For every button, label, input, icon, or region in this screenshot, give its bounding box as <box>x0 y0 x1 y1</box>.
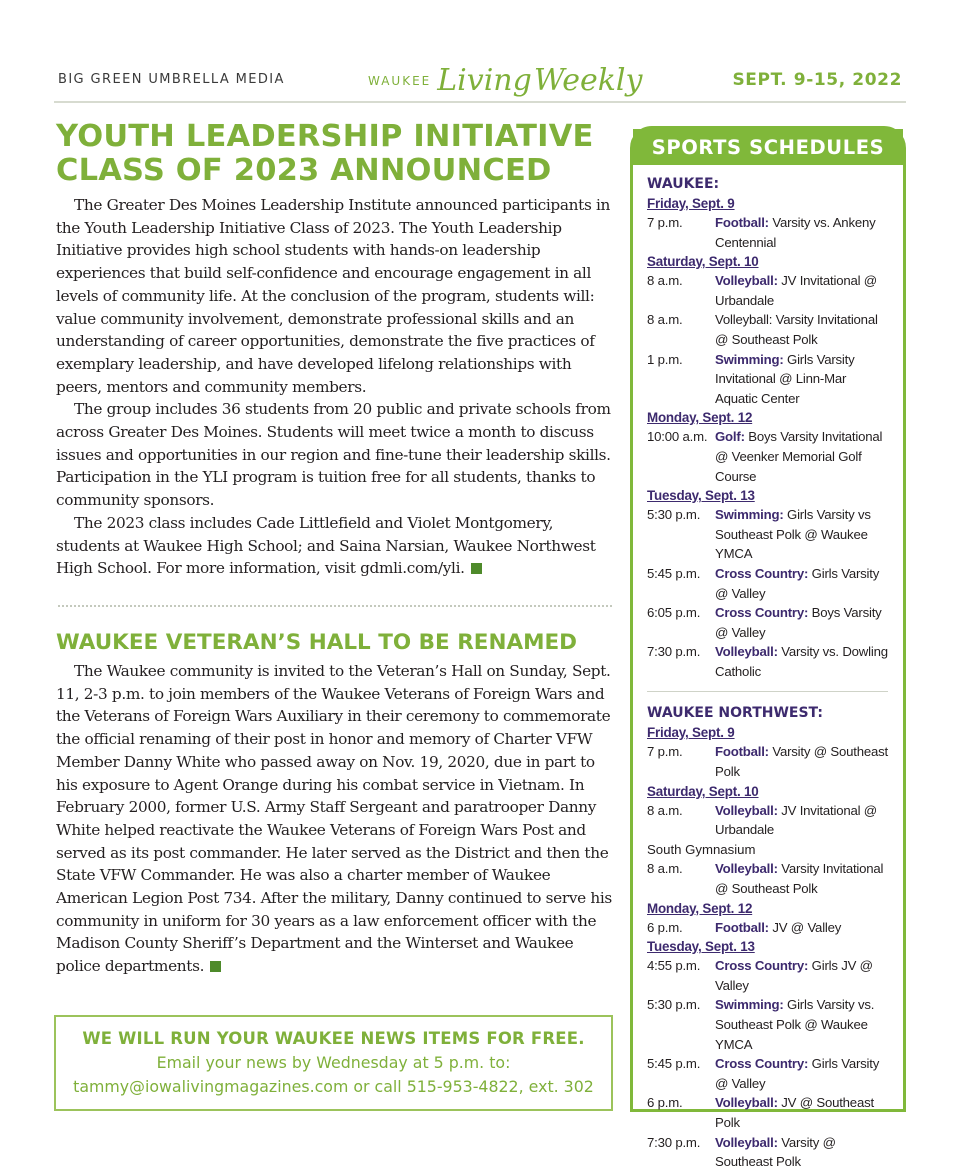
schedule-event <box>647 213 888 252</box>
event-sport: Football: <box>715 215 769 230</box>
sports-schedules-panel <box>630 126 906 1170</box>
event-detail: JV @ Valley <box>768 919 842 935</box>
event-description <box>715 995 888 1054</box>
team-heading: WAUKEE: <box>647 176 720 192</box>
header-divider <box>54 101 906 103</box>
article-body <box>56 194 612 580</box>
event-detail: JV Invitational @ Urbandale <box>715 802 877 838</box>
schedule-event <box>647 956 888 995</box>
event-detail: Girls Varsity @ Valley <box>715 1056 880 1091</box>
event-sport: Volleyball: <box>715 1095 778 1111</box>
article-body <box>56 660 612 978</box>
event-detail: JV Invitational @ Urbandale <box>715 273 877 308</box>
schedule-event <box>647 350 888 409</box>
event-description <box>715 505 888 564</box>
schedule-body <box>633 165 903 1172</box>
paragraph-text: The 2023 class includes Cade Littlefield and Violet Montgomery, students at Waukee High School; and Saina Narsian, Waukee Northwest High School. For more information, visit gdmli.com/yli. <box>56 513 596 578</box>
event-time: 8 a.m. <box>647 273 683 289</box>
event-description <box>715 859 888 898</box>
event-time: 1 p.m. <box>647 351 683 367</box>
schedule-event <box>647 801 888 840</box>
event-time: 10:00 a.m. <box>647 429 708 445</box>
event-time: 5:45 p.m. <box>647 565 701 581</box>
event-sport: Swimming: <box>715 997 784 1013</box>
event-description <box>715 427 888 486</box>
schedule-day: Saturday, Sept. 10 <box>647 783 759 799</box>
schedule-day: Friday, Sept. 9 <box>647 725 735 741</box>
end-mark-icon <box>210 961 221 972</box>
event-time: 7 p.m. <box>647 215 683 230</box>
end-mark-icon <box>471 563 482 574</box>
event-sport: Volleyball: <box>715 802 778 818</box>
schedule-event <box>647 642 888 681</box>
event-description <box>715 350 888 409</box>
article-divider <box>58 605 612 607</box>
event-time: 6:05 p.m. <box>647 605 701 621</box>
schedule-day: Friday, Sept. 9 <box>647 196 735 211</box>
event-description <box>715 1093 888 1132</box>
event-description <box>715 213 888 252</box>
event-detail: Varsity vs. Ankeny Centennial <box>715 215 876 250</box>
schedule-event <box>647 271 888 310</box>
issue-date: SEPT. 9-15, 2022 <box>732 70 902 90</box>
headline-line: CLASS OF 2023 ANNOUNCED <box>56 153 552 188</box>
event-time: 5:30 p.m. <box>647 997 701 1013</box>
team-heading: WAUKEE NORTHWEST: <box>647 705 823 722</box>
event-detail: Varsity Invitational @ Southeast Polk <box>715 861 884 897</box>
article-headline: WAUKEE VETERAN’S HALL TO BE RENAMED <box>56 630 578 655</box>
schedule-event <box>647 427 888 486</box>
event-description <box>715 564 888 603</box>
event-detail: Varsity @ Southeast Polk <box>715 1134 836 1170</box>
event-sport: Swimming: <box>715 507 784 523</box>
article-paragraph: The Greater Des Moines Leadership Institute announced participants in the Youth Leadership Initiative Class of 2023. The Youth Leadership Initiative provides high school students with hands-on leadership experiences that build self-confidence and encourage engagement in all levels of community life. At the conclusion of the program, students will: value community involvement, demonstrate professional skills and an understanding of career opportunities, demonstrate the five practices of exemplary leadership, and have developed lifelong relationships with peers, mentors and community members. <box>56 196 610 396</box>
event-sport: Cross Country: <box>715 605 809 621</box>
event-detail: Girls JV @ Valley <box>715 958 873 993</box>
event-time: 5:30 p.m. <box>647 507 701 523</box>
event-detail: Varsity @ Southeast Polk <box>715 744 888 780</box>
event-sport: Cross Country: <box>715 1056 809 1072</box>
promo-headline: WE WILL RUN YOUR WAUKEE NEWS ITEMS FOR FREE. <box>82 1029 585 1048</box>
schedule-title: SPORTS SCHEDULES <box>633 129 903 165</box>
event-sport: Cross Country: <box>715 958 809 974</box>
event-description <box>715 956 888 995</box>
event-detail: Varsity vs. Dowling Catholic <box>715 644 888 679</box>
headline-line: YOUTH LEADERSHIP INITIATIVE <box>56 119 594 154</box>
schedule-event <box>647 1054 888 1093</box>
event-sport: Golf: <box>715 429 745 445</box>
schedule-event <box>647 564 888 603</box>
event-time: 8 a.m. <box>647 861 683 877</box>
event-sport: Swimming: <box>715 351 784 367</box>
event-description <box>715 742 888 781</box>
schedule-day: Monday, Sept. 12 <box>647 900 753 916</box>
event-detail: Volleyball: Varsity Invitational @ Southeast Polk <box>715 312 878 347</box>
news-submission-box <box>54 1015 613 1111</box>
publisher-name: BIG GREEN UMBRELLA MEDIA <box>58 72 285 87</box>
event-time: 7:30 p.m. <box>647 1134 701 1150</box>
promo-contact: tammy@iowalivingmagazines.com or call 515-953-4822, ext. 302 <box>73 1077 594 1096</box>
schedule-event <box>647 1133 888 1172</box>
schedule-divider <box>647 691 888 692</box>
event-description <box>715 603 888 642</box>
paragraph-text: The Waukee community is invited to the Veteran’s Hall on Sunday, Sept. 11, 2-3 p.m. to join members of the Waukee Veterans of Foreign Wars and the Veterans of Foreign Wars Auxiliary in their ceremony to commemorate the official renaming of their post in honor and memory of Charter VFW Member Danny White who passed away on Nov. 19, 2020, due in part to his exposure to Agent Orange during his combat service in Vietnam. In February 2000, former U.S. Army Staff Sergeant and paratrooper Danny White helped reactivate the Waukee Veterans of Foreign Wars Post and served as its post commander. He later served as the District and then the State VFW Commander. He was also a charter member of Waukee American Legion Post 734. After the military, Danny continued to serve his community in uniform for 30 years as a law enforcement officer with the Madison County Sheriff’s Department and the Winterset and Waukee police departments. <box>56 662 612 976</box>
schedule-event <box>647 505 888 564</box>
event-description <box>715 310 888 349</box>
event-description <box>715 271 888 310</box>
article-paragraph <box>56 660 612 978</box>
event-sport: Volleyball: <box>715 861 778 877</box>
article-youth-leadership <box>56 120 612 580</box>
schedule-event <box>647 310 888 349</box>
event-detail: Girls Varsity vs Southeast Polk @ Waukee YMCA <box>715 507 871 562</box>
event-description <box>715 918 888 938</box>
article-paragraph <box>56 512 612 580</box>
schedule-event <box>647 1093 888 1132</box>
schedule-event <box>647 603 888 642</box>
article-paragraph: The group includes 36 students from 20 public and private schools from across Greater Des Moines. Students will meet twice a month to discuss issues and opportunities in our region and fine-tune their leadership skills. Participation in the YLI program is tuition free for all students, thanks to community sponsors. <box>56 400 611 510</box>
event-detail: Girls Varsity Invitational @ Linn-Mar Aquatic Center <box>715 351 855 406</box>
promo-deadline: Email your news by Wednesday at 5 p.m. to: <box>156 1053 511 1072</box>
event-time: 8 a.m. <box>647 312 683 328</box>
event-detail: Boys Varsity Invitational @ Veenker Memorial Golf Course <box>715 429 883 484</box>
schedule-event <box>647 859 888 898</box>
logo-waukee: WAUKEE <box>368 74 432 88</box>
schedule-day: Monday, Sept. 12 <box>647 410 753 426</box>
event-time: 4:55 p.m. <box>647 958 701 974</box>
schedule-day: Saturday, Sept. 10 <box>647 254 759 270</box>
event-time: 8 a.m. <box>647 802 683 818</box>
masthead-logo <box>368 52 642 96</box>
event-sport: Cross Country: <box>715 565 809 581</box>
event-time: 6 p.m. <box>647 1095 683 1111</box>
event-description <box>715 1133 888 1172</box>
article-veterans-hall <box>56 628 612 978</box>
schedule-event <box>647 918 888 938</box>
event-description <box>715 801 888 840</box>
schedule-event <box>647 742 888 781</box>
event-detail: JV @ Southeast Polk <box>715 1095 874 1130</box>
event-sport: Volleyball: <box>715 273 778 289</box>
event-note: South Gymnasium <box>647 841 756 857</box>
event-time: 7:30 p.m. <box>647 644 701 660</box>
logo-living: Living <box>437 63 532 98</box>
event-description <box>715 1054 888 1093</box>
event-sport: Football: <box>715 744 769 760</box>
event-detail: Boys Varsity @ Valley <box>715 605 882 640</box>
article-headline <box>56 120 612 188</box>
logo-weekly: Weekly <box>533 63 643 98</box>
schedule-day: Tuesday, Sept. 13 <box>647 488 755 504</box>
schedule-event <box>647 995 888 1054</box>
event-time: 5:45 p.m. <box>647 1056 701 1072</box>
event-time: 6 p.m. <box>647 919 683 935</box>
event-detail: Girls Varsity @ Valley <box>715 565 880 601</box>
event-sport: Football: <box>715 919 769 935</box>
schedule-day: Tuesday, Sept. 13 <box>647 939 755 955</box>
event-sport: Volleyball: <box>715 644 778 660</box>
event-detail: Girls Varsity vs. Southeast Polk @ Waukee YMCA <box>715 997 875 1052</box>
event-description <box>715 642 888 681</box>
event-sport: Volleyball: <box>715 1134 778 1150</box>
event-time: 7 p.m. <box>647 744 683 760</box>
